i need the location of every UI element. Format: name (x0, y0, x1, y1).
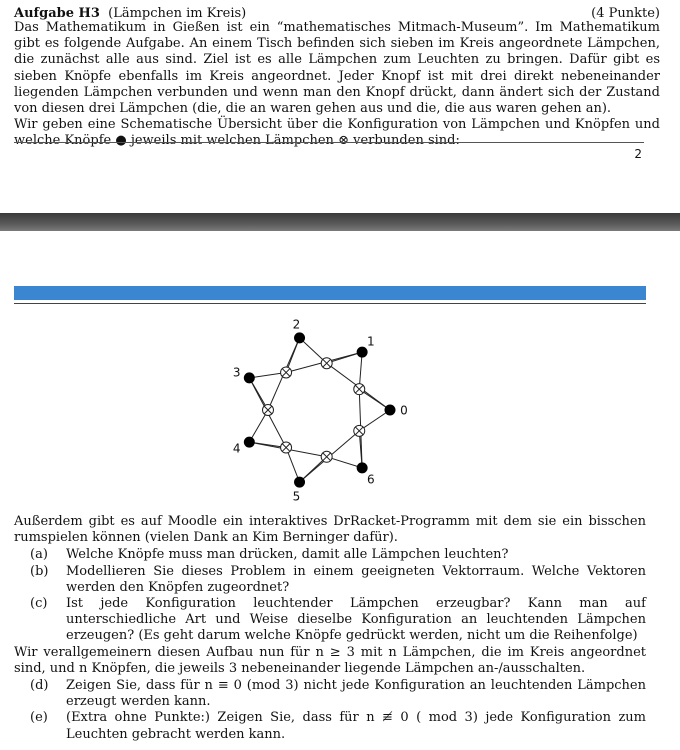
question-text: Welche Knöpfe muss man drücken, damit alle Lämpchen leuchten? (66, 547, 509, 563)
button-icon (357, 347, 367, 357)
lamp-icon (263, 405, 274, 416)
question-label: (e) (30, 710, 48, 726)
question-text: Modellieren Sie dieses Problem in einem geeigneten Vektorraum. Welche Vektoren werden den Knöpfen zugeordnet? (66, 563, 646, 595)
button-icon (357, 463, 367, 473)
question-label: (b) (30, 563, 49, 579)
question-item (14, 596, 646, 645)
question-item (14, 710, 646, 742)
task-title: Aufgabe H3 (Lämpchen im Kreis) (14, 6, 247, 21)
highlight-bar (14, 286, 646, 300)
question-text: Ist jede Konfiguration leuchtender Lämpchen erzeugbar? Kann man auf unterschiedliche Art und Weise dieselbe Konfiguration an leuchtenden Lämpchen erzeugen? (Es geht darum welche Knöpfe gedrückt werden, nicht um die Reihenfolge) (66, 596, 646, 644)
page-divider (14, 142, 644, 143)
question-item (14, 547, 646, 563)
lamp-icon (281, 367, 292, 378)
button-icon (295, 477, 305, 487)
button-number-label: 2 (292, 318, 301, 332)
question-item (14, 564, 646, 596)
button-number-label: 0 (400, 403, 408, 418)
button-number-label: 4 (232, 441, 241, 456)
highlight-underline (14, 303, 646, 304)
lower-content (14, 514, 646, 743)
lamp-circle-diagram (230, 318, 440, 503)
button-number-label: 1 (367, 334, 375, 349)
upper-page (0, 0, 680, 213)
question-item (14, 678, 646, 710)
task-intro (14, 20, 660, 150)
lamp-icon (281, 442, 292, 453)
question-list-1 (14, 547, 646, 644)
lamp-icon (354, 425, 365, 436)
moodle-note: Außerdem gibt es auf Moodle ein interaktives DrRacket-Programm mit dem sie ein bisschen rumspielen können (vielen Dank an Kim Berninger dafür). (14, 514, 646, 546)
question-text: Zeigen Sie, dass für n ≡ 0 (mod 3) nicht jede Konfiguration an leuchtenden Lämpchen erzeugt werden kann. (66, 678, 646, 710)
lamp-icon (354, 384, 365, 395)
lamp-icon (321, 358, 332, 369)
lamp-symbol-icon: ⊗ (338, 133, 349, 149)
intro-schema-line: Wir geben eine Schematische Übersicht über die Konfiguration von Lämpchen und Knöpfen und welche Knöpfe ● jeweils mit welchen Lämpchen ⊗ verbunden sind: (14, 117, 660, 149)
page-gap-band (0, 213, 680, 231)
lamp-icon (321, 451, 332, 462)
button-number-label: 3 (232, 365, 241, 380)
page-number: 2 (634, 147, 642, 161)
button-icon (295, 333, 305, 343)
button-icon (244, 373, 254, 383)
question-label: (d) (30, 678, 49, 694)
intro-text: Das Mathematikum in Gießen ist ein “mathematisches Mitmach-Museum”. Im Mathematikum gibt es folgende Aufgabe. An einem Tisch befinden sich sieben im Kreis angeordnete Lämpchen, die zunächst alle aus sind. Ziel ist es alle Lämpchen zum Leuchten zu bringen. Dafür gibt es sieben Knöpfe ebenfalls im Kreis angeordnet. Jeder Knopf ist mit drei direkt nebeneinander liegenden Lämpchen verbunden und wenn man den Knopf drückt, dann ändert sich der Zustand von diesen drei Lämpchen (die, die an waren gehen aus und die, die aus waren gehen an). (14, 20, 660, 117)
question-label: (a) (30, 547, 48, 563)
button-symbol-icon: ● (115, 133, 127, 149)
question-label: (c) (30, 596, 48, 612)
button-number-label: 6 (367, 472, 375, 487)
question-text: (Extra ohne Punkte:) Zeigen Sie, dass für n ≢ 0 ( mod 3) jede Konfiguration zum Leuchten gebracht werden kann. (66, 710, 646, 742)
task-points: (4 Punkte) (591, 6, 660, 21)
question-list-2 (14, 678, 646, 743)
button-number-label: 5 (292, 489, 301, 503)
generalization-text: Wir verallgemeinern diesen Aufbau nun für n ≥ 3 mit n Lämpchen, die im Kreis angeordnet sind, und n Knöpfen, die jeweils 3 nebeneinander liegende Lämpchen an-/ausschalten. (14, 644, 646, 676)
button-icon (385, 405, 395, 415)
button-icon (244, 437, 254, 447)
